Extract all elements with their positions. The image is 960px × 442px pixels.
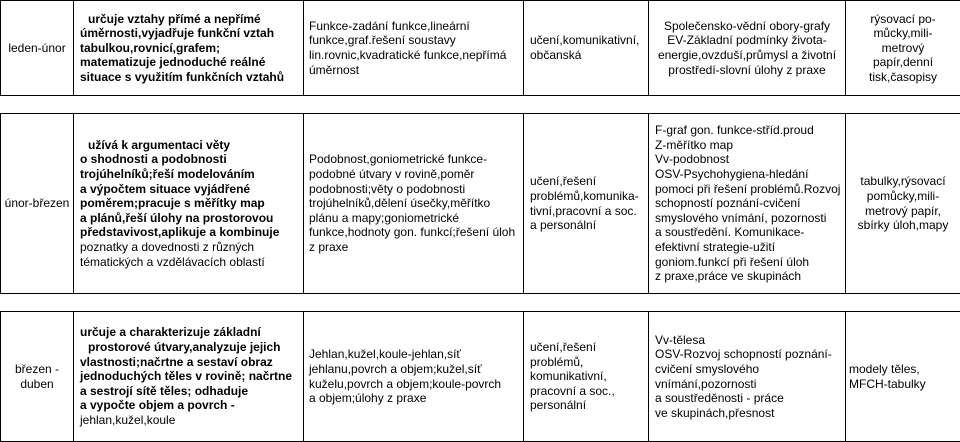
topics-cell <box>304 312 524 442</box>
cross-line: efektivní strategie-užití <box>655 240 842 255</box>
topics-line: kuželu,povrch a objem;koule-povrch <box>309 377 520 392</box>
cross-line: Z-měřítko map <box>655 138 842 153</box>
cross-line: schopností poznání-cvičení <box>655 196 842 211</box>
month-cell <box>1 114 74 294</box>
topics-line: podobnosti;věty o podobnosti <box>309 182 520 197</box>
month-line: březen - <box>4 362 70 377</box>
tools-line: pomůcky,mili- <box>849 189 957 204</box>
topics-cell <box>304 1 524 96</box>
methods-cell <box>524 1 649 96</box>
methods-line: učení,řešení <box>530 174 645 189</box>
tools-line: tisk,časopisy <box>849 70 957 85</box>
methods-line: učení,komunikativní, <box>530 33 645 48</box>
month-line: únor-březen <box>2 196 72 211</box>
competence-cell <box>74 312 304 442</box>
tools-line: metrový <box>849 41 957 56</box>
topics-line: Funkce-zadání funkce,lineární <box>309 19 520 34</box>
tools-line: tabulky,rýsovací <box>849 174 957 189</box>
competence-line: užívá k argumentaci věty <box>80 138 300 153</box>
cross-line: ve skupinách,přesnost <box>655 406 842 421</box>
tools-line: rýsovací po- <box>849 12 957 27</box>
methods-cell <box>524 114 649 294</box>
topics-cell <box>304 114 524 294</box>
topics-line: plánu a mapy;goniometrické <box>309 211 520 226</box>
cross-line: vnímání,pozornosti <box>655 377 842 392</box>
competence-line: jednoduchých těles v rovině; načrtne <box>80 369 300 384</box>
cross-curricular-cell <box>649 312 846 442</box>
methods-line: problémů,komunika- <box>530 189 645 204</box>
cross-line: z praxe,práce ve skupinách <box>655 269 842 284</box>
competence-cell <box>74 1 304 96</box>
methods-line: komunikativní, <box>530 369 645 384</box>
table-row <box>1 1 960 96</box>
row-separator <box>1 96 960 114</box>
topics-line: jehlanu,povrch a objem;kužel,síť <box>309 362 520 377</box>
cross-line: prostředí-slovní úlohy z praxe <box>652 63 842 78</box>
month-line: leden-únor <box>4 41 70 56</box>
tools-line: můcky,mili- <box>849 26 957 41</box>
cross-line: goniom.funkcí při řešení úloh <box>655 255 842 270</box>
competence-line: situace s využitím funkčních vztahů <box>80 70 300 85</box>
tools-line: MFCH-tabulky <box>849 377 957 392</box>
tools-cell <box>846 312 960 442</box>
cross-line: F-graf gon. funkce-stříd.proud <box>655 123 842 138</box>
table-row <box>1 312 960 442</box>
gap-cell <box>1 294 960 312</box>
competence-cell <box>74 114 304 294</box>
competence-line: tabulkou,rovnicí,grafem; <box>80 41 300 56</box>
topics-line: lin.rovnic,kvadratické funkce,nepřímá <box>309 48 520 63</box>
tools-line: modely těles, <box>849 362 957 377</box>
methods-line: pracovní a soc., <box>530 384 645 399</box>
competence-line: určuje vztahy přímé a nepřímé <box>80 12 300 27</box>
methods-line: personální <box>530 398 645 413</box>
methods-line: občanská <box>530 48 645 63</box>
cross-line: Vv-podobnost <box>655 152 842 167</box>
competence-line: prostorové útvary,analyzuje jejich <box>80 340 300 355</box>
competence-line: o shodnosti a podobnosti <box>80 152 300 167</box>
cross-curricular-cell <box>649 114 846 294</box>
topics-line: úměrnost <box>309 63 520 78</box>
tools-line: papír,denní <box>849 55 957 70</box>
competence-line: úměrnosti,vyjadřuje funkční vztah <box>80 26 300 41</box>
cross-curricular-cell <box>649 1 846 96</box>
competence-line: poměrem;pracuje s měřítky map <box>80 196 300 211</box>
month-line: duben <box>4 377 70 392</box>
topics-line: podobné útvary v rovině,poměr <box>309 167 520 182</box>
cross-line: pomoci při řešení problémů.Rozvoj <box>655 182 842 197</box>
methods-line: tivní,pracovní a soc. <box>530 204 645 219</box>
cross-line: cvičení smyslového <box>655 362 842 377</box>
gap-cell <box>1 96 960 114</box>
topics-line: funkce,graf.řešení soustavy <box>309 33 520 48</box>
row-separator <box>1 294 960 312</box>
methods-line: učení,řešení <box>530 340 645 355</box>
topics-line: funkce,hodnoty gon. funkcí;řešení úloh <box>309 225 520 240</box>
competence-line: určuje a charakterizuje základní <box>80 325 300 340</box>
month-cell <box>1 312 74 442</box>
cross-line: OSV-Rozvoj schopností poznání- <box>655 347 842 362</box>
competence-line: představivost,aplikuje a kombinuje <box>80 225 300 240</box>
competence-line: a výpočtem situace vyjádřené <box>80 182 300 197</box>
tools-line: metrový papír, <box>849 204 957 219</box>
cross-line: OSV-Psychohygiena-hledání <box>655 167 842 182</box>
methods-line: a personální <box>530 218 645 233</box>
competence-line: tématických a vzdělávacích oblastí <box>80 255 300 270</box>
competence-line: jehlan,kužel,koule <box>80 413 300 428</box>
cross-line: Společensko-vědní obory-grafy <box>652 19 842 34</box>
competence-line: trojúhelníků;řeší modelováním <box>80 167 300 182</box>
competence-line: poznatky a dovednosti z různých <box>80 240 300 255</box>
competence-line: a vypočte objem a povrch - <box>80 398 300 413</box>
topics-line: trojúhelníků,dělení úsečky,měřítko <box>309 196 520 211</box>
competence-line: vlastnosti;načrtne a sestaví obraz <box>80 355 300 370</box>
topics-line: a objem;úlohy z praxe <box>309 391 520 406</box>
methods-line: problémů, <box>530 355 645 370</box>
topics-line: z praxe <box>309 240 520 255</box>
cross-line: a soustředění. Komunikace- <box>655 225 842 240</box>
tools-cell <box>846 114 960 294</box>
cross-line: energie,ovzduší,průmysl a životní <box>652 48 842 63</box>
competence-line: a sestrojí sítě těles; odhaduje <box>80 384 300 399</box>
cross-line: smyslového vnímání, pozornosti <box>655 211 842 226</box>
topics-line: Podobnost,goniometrické funkce- <box>309 152 520 167</box>
cross-line: a soustředěnosti - práce <box>655 391 842 406</box>
table-row <box>1 114 960 294</box>
competence-line: a plánů,řeší úlohy na prostorovou <box>80 211 300 226</box>
tools-cell <box>846 1 960 96</box>
competence-line: matematizuje jednoduché reálné <box>80 55 300 70</box>
month-cell <box>1 1 74 96</box>
cross-line: Vv-tělesa <box>655 333 842 348</box>
cross-line: EV-Základní podmínky života- <box>652 33 842 48</box>
tools-line: sbírky úloh,mapy <box>849 218 957 233</box>
topics-line: Jehlan,kužel,koule-jehlan,síť <box>309 347 520 362</box>
methods-cell <box>524 312 649 442</box>
